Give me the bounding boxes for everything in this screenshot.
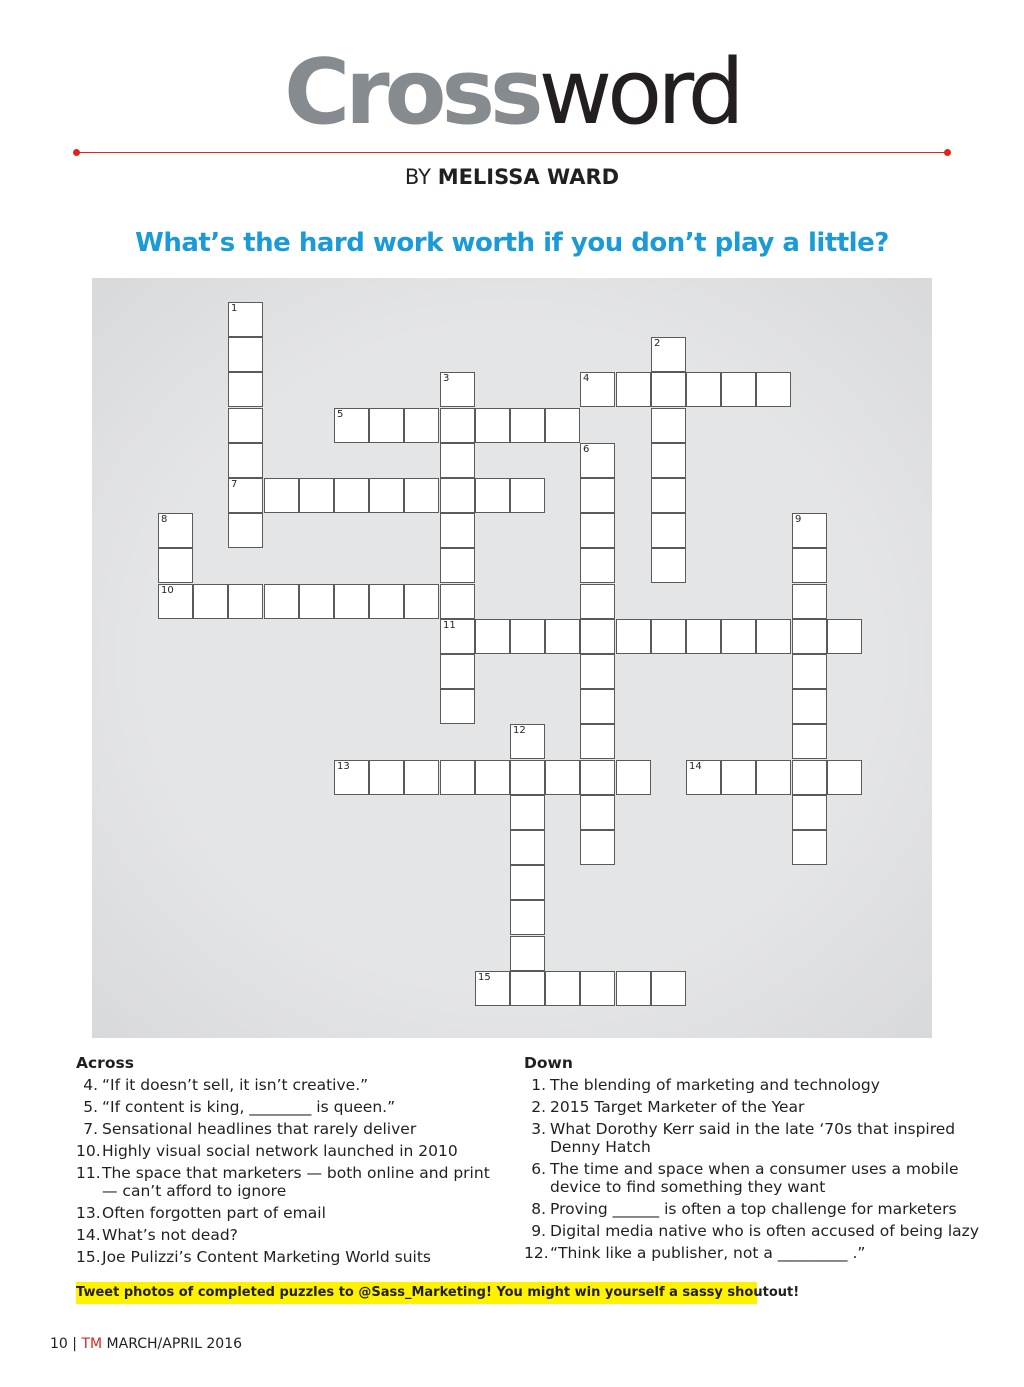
- cell-number: 7: [231, 479, 238, 490]
- crossword-cell[interactable]: [440, 478, 475, 513]
- crossword-cell[interactable]: [792, 830, 827, 865]
- crossword-cell[interactable]: [369, 408, 404, 443]
- title-part-cross: Cross: [284, 40, 539, 145]
- clue-number: 13.: [76, 1204, 101, 1222]
- clue-text: What’s not dead?: [102, 1226, 238, 1244]
- cell-number: 4: [583, 373, 590, 384]
- down-clue: [524, 1198, 984, 1220]
- clue-text: Sensational headlines that rarely deliver: [102, 1120, 417, 1138]
- crossword-cell[interactable]: [334, 584, 369, 619]
- clue-text: [550, 1198, 984, 1220]
- cell-number: 2: [654, 338, 661, 349]
- issue-date: MARCH/APRIL 2016: [106, 1336, 243, 1352]
- clue-text-after-blank: is queen.”: [311, 1098, 396, 1116]
- crossword-cell[interactable]: [792, 548, 827, 583]
- crossword-cell[interactable]: [686, 372, 721, 407]
- title-part-word: word: [538, 40, 740, 145]
- crossword-cell[interactable]: [475, 478, 510, 513]
- crossword-cell[interactable]: [651, 372, 686, 407]
- crossword-cell[interactable]: [475, 760, 510, 795]
- crossword-cell[interactable]: [616, 971, 651, 1006]
- crossword-cell[interactable]: [228, 513, 263, 548]
- crossword-cell[interactable]: [440, 654, 475, 689]
- clue-text: The time and space when a consumer uses a mobile device to find something they want: [550, 1160, 959, 1196]
- crossword-cell[interactable]: [228, 372, 263, 407]
- clue-number: 1.: [531, 1076, 546, 1094]
- crossword-cell[interactable]: [580, 619, 615, 654]
- crossword-cell[interactable]: [334, 478, 369, 513]
- footer-separator: |: [72, 1336, 77, 1352]
- crossword-cell[interactable]: [756, 619, 791, 654]
- cell-number: 6: [583, 444, 590, 455]
- cell-number: 8: [161, 514, 168, 525]
- crossword-cell[interactable]: [369, 584, 404, 619]
- across-clue: [76, 1162, 506, 1202]
- crossword-cell[interactable]: [158, 548, 193, 583]
- crossword-cell[interactable]: [440, 548, 475, 583]
- crossword-cell[interactable]: [616, 619, 651, 654]
- clue-number: 9.: [531, 1222, 546, 1240]
- crossword-cell[interactable]: [686, 760, 721, 795]
- crossword-cell[interactable]: [545, 619, 580, 654]
- crossword-cell[interactable]: [334, 408, 369, 443]
- crossword-cell[interactable]: [228, 584, 263, 619]
- crossword-cell[interactable]: [721, 372, 756, 407]
- clue-text: 2015 Target Marketer of the Year: [550, 1098, 805, 1116]
- crossword-cell[interactable]: [792, 724, 827, 759]
- crossword-cell[interactable]: [510, 971, 545, 1006]
- clue-text: Highly visual social network launched in 2010: [102, 1142, 458, 1160]
- clue-number: 6.: [531, 1160, 546, 1178]
- crossword-cell[interactable]: [721, 760, 756, 795]
- cell-number: 10: [161, 585, 174, 596]
- crossword-cell[interactable]: [580, 654, 615, 689]
- crossword-cell[interactable]: [404, 760, 439, 795]
- byline-prefix: BY: [404, 165, 431, 189]
- clue-number: 5.: [83, 1098, 98, 1116]
- crossword-cell[interactable]: [475, 408, 510, 443]
- crossword-cell[interactable]: [404, 478, 439, 513]
- clue-text-before-blank: “Think like a publisher, not a: [550, 1244, 778, 1262]
- cell-number: 1: [231, 303, 238, 314]
- crossword-cell[interactable]: [651, 971, 686, 1006]
- crossword-cell[interactable]: [545, 760, 580, 795]
- crossword-cell[interactable]: [404, 584, 439, 619]
- clue-text: [550, 1242, 984, 1264]
- crossword-cell[interactable]: [580, 971, 615, 1006]
- clue-number: 2.: [531, 1098, 546, 1116]
- crossword-cell[interactable]: [756, 760, 791, 795]
- crossword-cell[interactable]: [721, 619, 756, 654]
- clue-number: 14.: [76, 1226, 101, 1244]
- crossword-cell[interactable]: [686, 619, 721, 654]
- crossword-cell[interactable]: [228, 337, 263, 372]
- crossword-cell[interactable]: [792, 584, 827, 619]
- clue-text: Often forgotten part of email: [102, 1204, 326, 1222]
- clue-text: The blending of marketing and technology: [550, 1076, 880, 1094]
- crossword-cell[interactable]: [792, 689, 827, 724]
- crossword-cell[interactable]: [510, 408, 545, 443]
- page-title: [0, 40, 1024, 145]
- title-divider: [76, 152, 948, 153]
- clue-text: What Dorothy Kerr said in the late ‘70s that inspired Denny Hatch: [550, 1120, 956, 1156]
- crossword-cell[interactable]: [792, 513, 827, 548]
- tagline: What’s the hard work worth if you don’t play a little?: [135, 228, 889, 258]
- crossword-cell[interactable]: [158, 513, 193, 548]
- crossword-cell[interactable]: [580, 443, 615, 478]
- crossword-cell[interactable]: [264, 584, 299, 619]
- cell-number: 11: [443, 620, 456, 631]
- crossword-cell[interactable]: [475, 619, 510, 654]
- promo-banner: Tweet photos of completed puzzles to @Sass_Marketing! You might win yourself a sassy shoutout!: [76, 1282, 757, 1304]
- across-clues: [76, 1052, 506, 1268]
- crossword-cell[interactable]: [369, 760, 404, 795]
- crossword-cell[interactable]: [510, 900, 545, 935]
- across-clue: [76, 1224, 506, 1246]
- crossword-cell[interactable]: [651, 619, 686, 654]
- cell-number: 13: [337, 761, 350, 772]
- across-clue: [76, 1202, 506, 1224]
- crossword-cell[interactable]: [510, 619, 545, 654]
- clue-text: The space that marketers — both online and print — can’t afford to ignore: [102, 1164, 490, 1200]
- divider-dot-right: [944, 149, 951, 156]
- crossword-cell[interactable]: [792, 654, 827, 689]
- crossword-cell[interactable]: [651, 337, 686, 372]
- byline-author: MELISSA WARD: [437, 165, 620, 189]
- crossword-cell[interactable]: [580, 724, 615, 759]
- down-clue: [524, 1074, 984, 1096]
- crossword-cell[interactable]: [228, 478, 263, 513]
- clue-number: 12.: [524, 1244, 549, 1262]
- crossword-cell[interactable]: [440, 408, 475, 443]
- crossword-cell[interactable]: [580, 830, 615, 865]
- down-clue: [524, 1118, 984, 1158]
- clue-text-after-blank: .”: [847, 1244, 866, 1262]
- crossword-cell[interactable]: [510, 795, 545, 830]
- crossword-cell[interactable]: [440, 372, 475, 407]
- crossword-cell[interactable]: [580, 760, 615, 795]
- across-heading: Across: [76, 1054, 134, 1072]
- crossword-cell[interactable]: [510, 478, 545, 513]
- crossword-cell[interactable]: [510, 936, 545, 971]
- cell-number: 14: [689, 761, 702, 772]
- cell-number: 9: [795, 514, 802, 525]
- crossword-cell[interactable]: [510, 760, 545, 795]
- clue-number: 3.: [531, 1120, 546, 1138]
- across-clue: [76, 1246, 506, 1268]
- crossword-cell[interactable]: [510, 865, 545, 900]
- page-number: 10: [50, 1336, 68, 1352]
- crossword-cell[interactable]: [440, 513, 475, 548]
- clue-text-after-blank: is often a top challenge for marketers: [659, 1200, 957, 1218]
- across-clue: [76, 1096, 506, 1118]
- crossword-cell[interactable]: [792, 795, 827, 830]
- clue-text-before-blank: “If content is king,: [102, 1098, 250, 1116]
- crossword-cell[interactable]: [580, 513, 615, 548]
- down-clue: [524, 1242, 984, 1264]
- crossword-cell[interactable]: [440, 619, 475, 654]
- crossword-cell[interactable]: [299, 478, 334, 513]
- clue-number: 8.: [531, 1200, 546, 1218]
- clue-blank: _________: [777, 1244, 848, 1262]
- clue-number: 10.: [76, 1142, 101, 1160]
- clue-text: Joe Pulizzi’s Content Marketing World suits: [102, 1248, 431, 1266]
- clue-number: 4.: [83, 1076, 98, 1094]
- cell-number: 5: [337, 409, 344, 420]
- crossword-cell[interactable]: [651, 478, 686, 513]
- crossword-cell[interactable]: [440, 584, 475, 619]
- clue-number: 15.: [76, 1248, 101, 1266]
- crossword-cell[interactable]: [264, 478, 299, 513]
- crossword-cell[interactable]: [616, 760, 651, 795]
- crossword-cell[interactable]: [580, 372, 615, 407]
- cell-number: 3: [443, 373, 450, 384]
- page-footer: [50, 1336, 242, 1352]
- clue-blank: ________: [249, 1098, 312, 1116]
- cell-number: 12: [513, 725, 526, 736]
- crossword-cell[interactable]: [299, 584, 334, 619]
- crossword-cell[interactable]: [440, 443, 475, 478]
- clue-number: 7.: [83, 1120, 98, 1138]
- crossword-cell[interactable]: [475, 971, 510, 1006]
- crossword-cell[interactable]: [440, 760, 475, 795]
- clue-text: “If it doesn’t sell, it isn’t creative.”: [102, 1076, 369, 1094]
- crossword-cell[interactable]: [651, 443, 686, 478]
- clue-text: Digital media native who is often accused of being lazy: [550, 1222, 979, 1240]
- clue-number: 11.: [76, 1164, 101, 1182]
- down-clue: [524, 1158, 984, 1198]
- clue-text-before-blank: Proving: [550, 1200, 613, 1218]
- crossword-cell[interactable]: [404, 408, 439, 443]
- crossword-cell[interactable]: [580, 478, 615, 513]
- down-clues: [524, 1052, 984, 1264]
- crossword-cell[interactable]: [580, 795, 615, 830]
- crossword-cell[interactable]: [756, 372, 791, 407]
- crossword-cell[interactable]: [792, 619, 827, 654]
- crossword-cell[interactable]: [651, 408, 686, 443]
- crossword-cell[interactable]: [369, 478, 404, 513]
- crossword-cell[interactable]: [580, 548, 615, 583]
- crossword-cell[interactable]: [792, 760, 827, 795]
- clue-blank: ______: [612, 1200, 660, 1218]
- crossword-cell[interactable]: [158, 584, 193, 619]
- byline: [0, 165, 1024, 189]
- crossword-cell[interactable]: [440, 689, 475, 724]
- divider-dot-left: [73, 149, 80, 156]
- crossword-cell[interactable]: [651, 513, 686, 548]
- crossword-cell[interactable]: [193, 584, 228, 619]
- publication-name: TM: [81, 1336, 103, 1352]
- across-clue: [76, 1140, 506, 1162]
- crossword-cell[interactable]: [334, 760, 369, 795]
- crossword-cell[interactable]: [827, 619, 862, 654]
- down-clue: [524, 1096, 984, 1118]
- crossword-cell[interactable]: [545, 408, 580, 443]
- crossword-cell[interactable]: [580, 689, 615, 724]
- cell-number: 15: [478, 972, 491, 983]
- crossword-cell[interactable]: [616, 372, 651, 407]
- across-clue: [76, 1074, 506, 1096]
- crossword-cell[interactable]: [545, 971, 580, 1006]
- crossword-cell[interactable]: [827, 760, 862, 795]
- crossword-cell[interactable]: [651, 548, 686, 583]
- crossword-cell[interactable]: [580, 584, 615, 619]
- across-clue: [76, 1118, 506, 1140]
- crossword-cell[interactable]: [228, 443, 263, 478]
- crossword-cell[interactable]: [228, 302, 263, 337]
- clue-text: [102, 1096, 506, 1118]
- down-heading: Down: [524, 1054, 573, 1072]
- crossword-cell[interactable]: [228, 408, 263, 443]
- crossword-cell[interactable]: [510, 724, 545, 759]
- crossword-cell[interactable]: [510, 830, 545, 865]
- down-clue: [524, 1220, 984, 1242]
